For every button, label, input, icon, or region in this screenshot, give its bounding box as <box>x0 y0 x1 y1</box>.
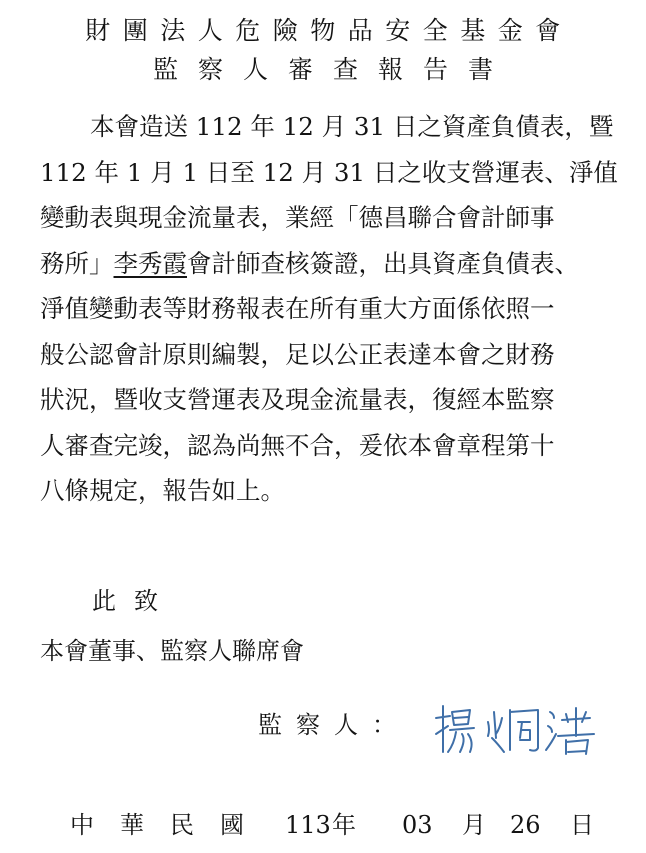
recipient: 本會董事、監察人聯席會 <box>40 637 304 665</box>
date-era: 中華民國 <box>70 811 270 839</box>
body-line-accountant <box>40 241 634 287</box>
body-line: 人審查完竣，認為尚無不合，爰依本會章程第十 <box>40 430 555 460</box>
firm-name-end: 務所」 <box>40 248 114 278</box>
salutation: 此致 <box>92 587 176 615</box>
body-line: 淨值變動表等財務報表在所有重大方面係依照一 <box>40 294 555 323</box>
body-line: 般公認會計原則編製，足以公正表達本會之財務 <box>40 339 555 369</box>
date-day-unit: 日 <box>570 811 594 839</box>
date-day: 26 <box>510 811 541 839</box>
date-year: 113 <box>285 811 331 839</box>
date-month: 03 <box>402 811 433 839</box>
body-line: 變動表與現金流量表，業經「德昌聯合會計師事 <box>40 203 555 232</box>
supervisor-label: 監察人： <box>258 711 410 739</box>
body-line: 112 年 1 月 1 日至 12 月 31 日之收支營運表、淨值 <box>40 157 618 187</box>
body-line: 狀況，暨收支營運表及現金流量表，復經本監察 <box>40 385 555 414</box>
report-title: 監察人審查報告書 <box>152 55 513 84</box>
accountant-name: 李秀霞 <box>113 248 187 278</box>
date-year-unit: 年 <box>332 811 356 839</box>
report-body <box>40 104 634 514</box>
organization-title: 財團法人危險物品安全基金會 <box>85 16 573 45</box>
handwritten-signature <box>430 700 600 758</box>
body-line: 八條規定，報告如上。 <box>40 476 285 505</box>
body-line-rest: 會計師查核簽證，出具資產負債表、 <box>187 248 579 278</box>
body-line: 本會造送 112 年 12 月 31 日之資產負債表，暨 <box>90 112 614 141</box>
date-month-unit: 月 <box>462 811 486 839</box>
